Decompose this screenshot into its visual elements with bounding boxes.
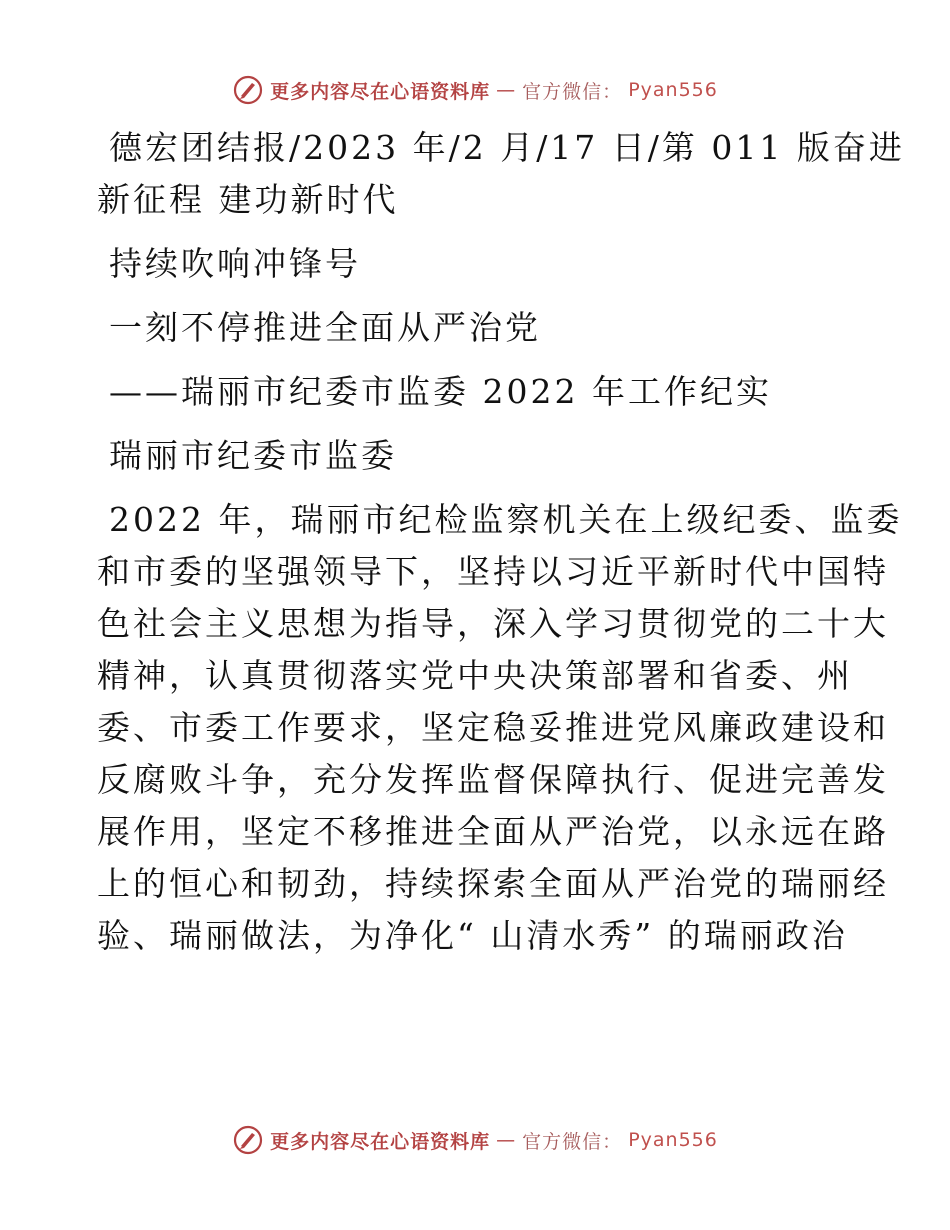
body-line: 色社会主义思想为指导，深入学习贯彻党的二十大 [97,604,889,643]
banner-sub-text: 官方微信： [522,1130,623,1153]
body-line: 展作用，坚定不移推进全面从严治党，以永远在路 [97,812,889,851]
body-paragraph [97,494,903,962]
banner-wechat-id: Pyan556 [628,1129,718,1151]
brush-logo-icon [232,1124,264,1156]
body-line: 2022 年，瑞丽市纪检监察机关在上级纪委、监委 [109,500,903,539]
subtitle: ——瑞丽市纪委市监委 2022 年工作纪实 [109,372,772,411]
banner-separator: — [496,79,517,101]
banner-main-text: 更多内容尽在心语资料库 [270,1130,491,1153]
body-line: 上的恒心和韧劲，持续探索全面从严治党的瑞丽经 [97,864,889,903]
header-line-2: 新征程 建功新时代 [97,180,399,219]
top-watermark-banner [0,70,950,110]
header-line-1: 德宏团结报/2023 年/2 月/17 日/第 011 版奋进 [109,128,905,167]
body-line: 反腐败斗争，充分发挥监督保障执行、促进完善发 [97,760,889,799]
body-line: 和市委的坚强领导下，坚持以习近平新时代中国特 [97,552,889,591]
banner-wechat-id: Pyan556 [628,79,718,101]
body-line: 验、瑞丽做法，为净化“ 山清水秀” 的瑞丽政治 [97,916,848,955]
author: 瑞丽市纪委市监委 [109,436,397,475]
banner-inner [232,1124,718,1156]
banner-inner [232,74,718,106]
brush-logo-icon [232,74,264,106]
banner-sub-text: 官方微信： [522,80,623,103]
body-line: 委、市委工作要求，坚定稳妥推进党风廉政建设和 [97,708,889,747]
body-line: 精神，认真贯彻落实党中央决策部署和省委、州 [97,656,853,695]
title-line-1: 持续吹响冲锋号 [109,244,361,283]
banner-main-text: 更多内容尽在心语资料库 [270,80,491,103]
document-body [97,122,905,962]
title-line-2: 一刻不停推进全面从严治党 [109,308,541,347]
banner-separator: — [496,1129,517,1151]
bottom-watermark-banner [0,1120,950,1160]
